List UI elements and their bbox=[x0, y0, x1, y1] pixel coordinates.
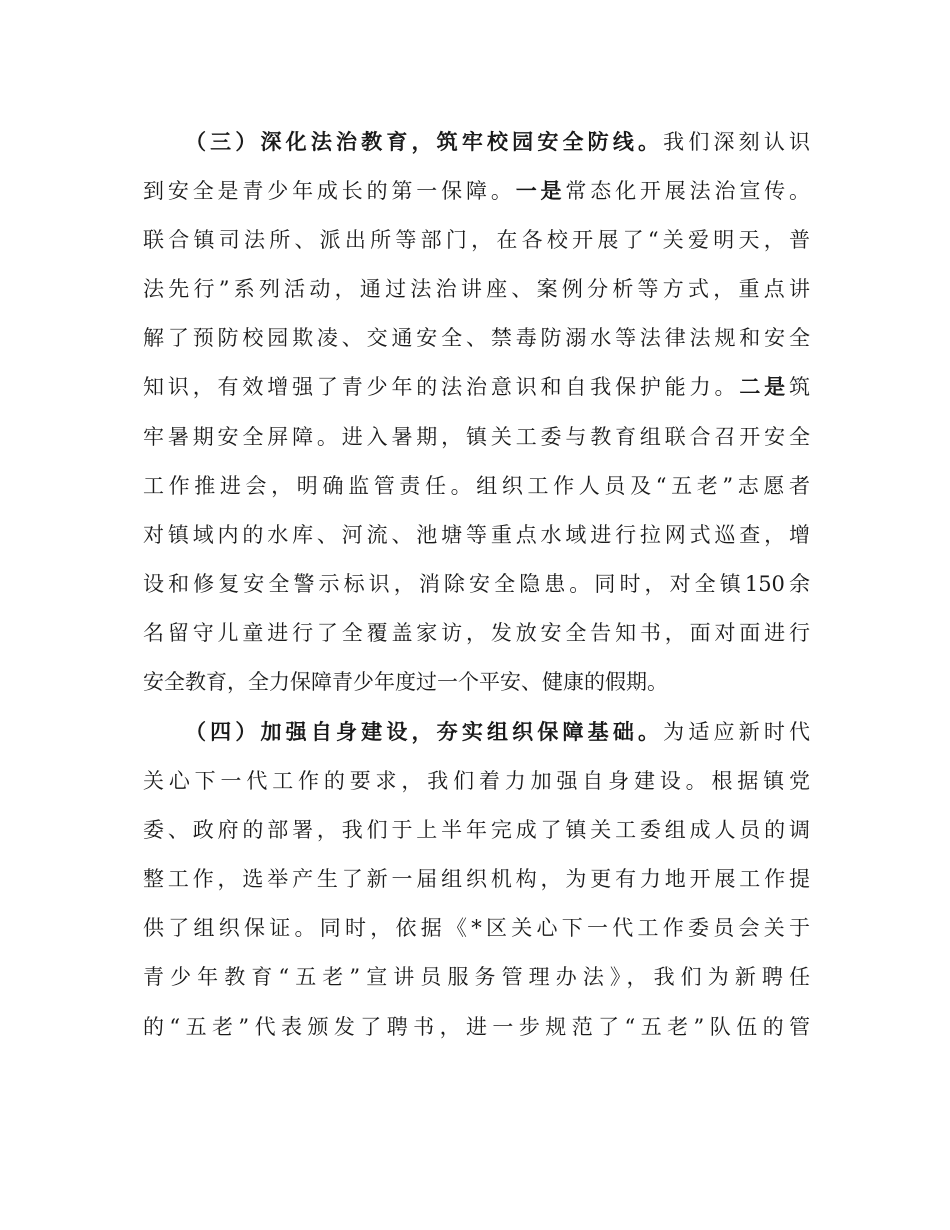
text-line: 法先行”系列活动，通过法治讲座、案例分析等方式，重点讲 bbox=[143, 277, 810, 302]
section-heading: （三）深化法治教育，筑牢校园安全防线。 bbox=[185, 130, 664, 154]
section-heading: （四）加强自身建设，夯实组织保障基础。 bbox=[185, 720, 664, 744]
text-line: （三）深化法治教育，筑牢校园安全防线。我们深刻认识 bbox=[185, 130, 811, 154]
text-line: 知识，有效增强了青少年的法治意识和自我保护能力。二是筑 bbox=[143, 375, 811, 400]
text-line: 关心下一代工作的要求，我们着力加强自身建设。根据镇党 bbox=[143, 769, 810, 794]
text-line: 工作推进会，明确监管责任。组织工作人员及“五老”志愿者 bbox=[143, 473, 810, 498]
text-line: 解了预防校园欺凌、交通安全、禁毒防溺水等法律法规和安全 bbox=[143, 326, 810, 351]
text-line: 安全教育，全力保障青少年度过一个平安、健康的假期。 bbox=[143, 670, 668, 695]
text-line: 整工作，选举产生了新一届组织机构，为更有力地开展工作提 bbox=[143, 867, 810, 892]
text-line: 名留守儿童进行了全覆盖家访，发放安全告知书，面对面进行 bbox=[143, 620, 810, 645]
point-marker: 二是 bbox=[739, 375, 790, 400]
text-line: 对镇域内的水库、河流、池塘等重点水域进行拉网式巡查，增 bbox=[143, 522, 810, 547]
paragraph-safety-education bbox=[143, 118, 810, 707]
text-line: 青少年教育“五老”宣讲员服务管理办法》，我们为新聘任 bbox=[143, 965, 810, 990]
text-line: 联合镇司法所、派出所等部门，在各校开展了“关爱明天，普 bbox=[143, 228, 810, 253]
text-line: 牢暑期安全屏障。进入暑期，镇关工委与教育组联合召开安全 bbox=[143, 424, 810, 449]
text-line: 到安全是青少年成长的第一保障。一是常态化开展法治宣传。 bbox=[143, 179, 811, 204]
text-line: （四）加强自身建设，夯实组织保障基础。为适应新时代 bbox=[185, 720, 811, 744]
text-line: 委、政府的部署，我们于上半年完成了镇关工委组成人员的调 bbox=[143, 818, 810, 843]
text-line: 供了组织保证。同时，依据《*区关心下一代工作委员会关于 bbox=[143, 916, 810, 941]
paragraph-self-building bbox=[143, 708, 810, 1052]
text-line: 设和修复安全警示标识，消除安全隐患。同时，对全镇150余 bbox=[143, 571, 810, 596]
text-line: 的“五老”代表颁发了聘书，进一步规范了“五老”队伍的管 bbox=[143, 1014, 810, 1039]
point-marker: 一是 bbox=[515, 179, 566, 204]
